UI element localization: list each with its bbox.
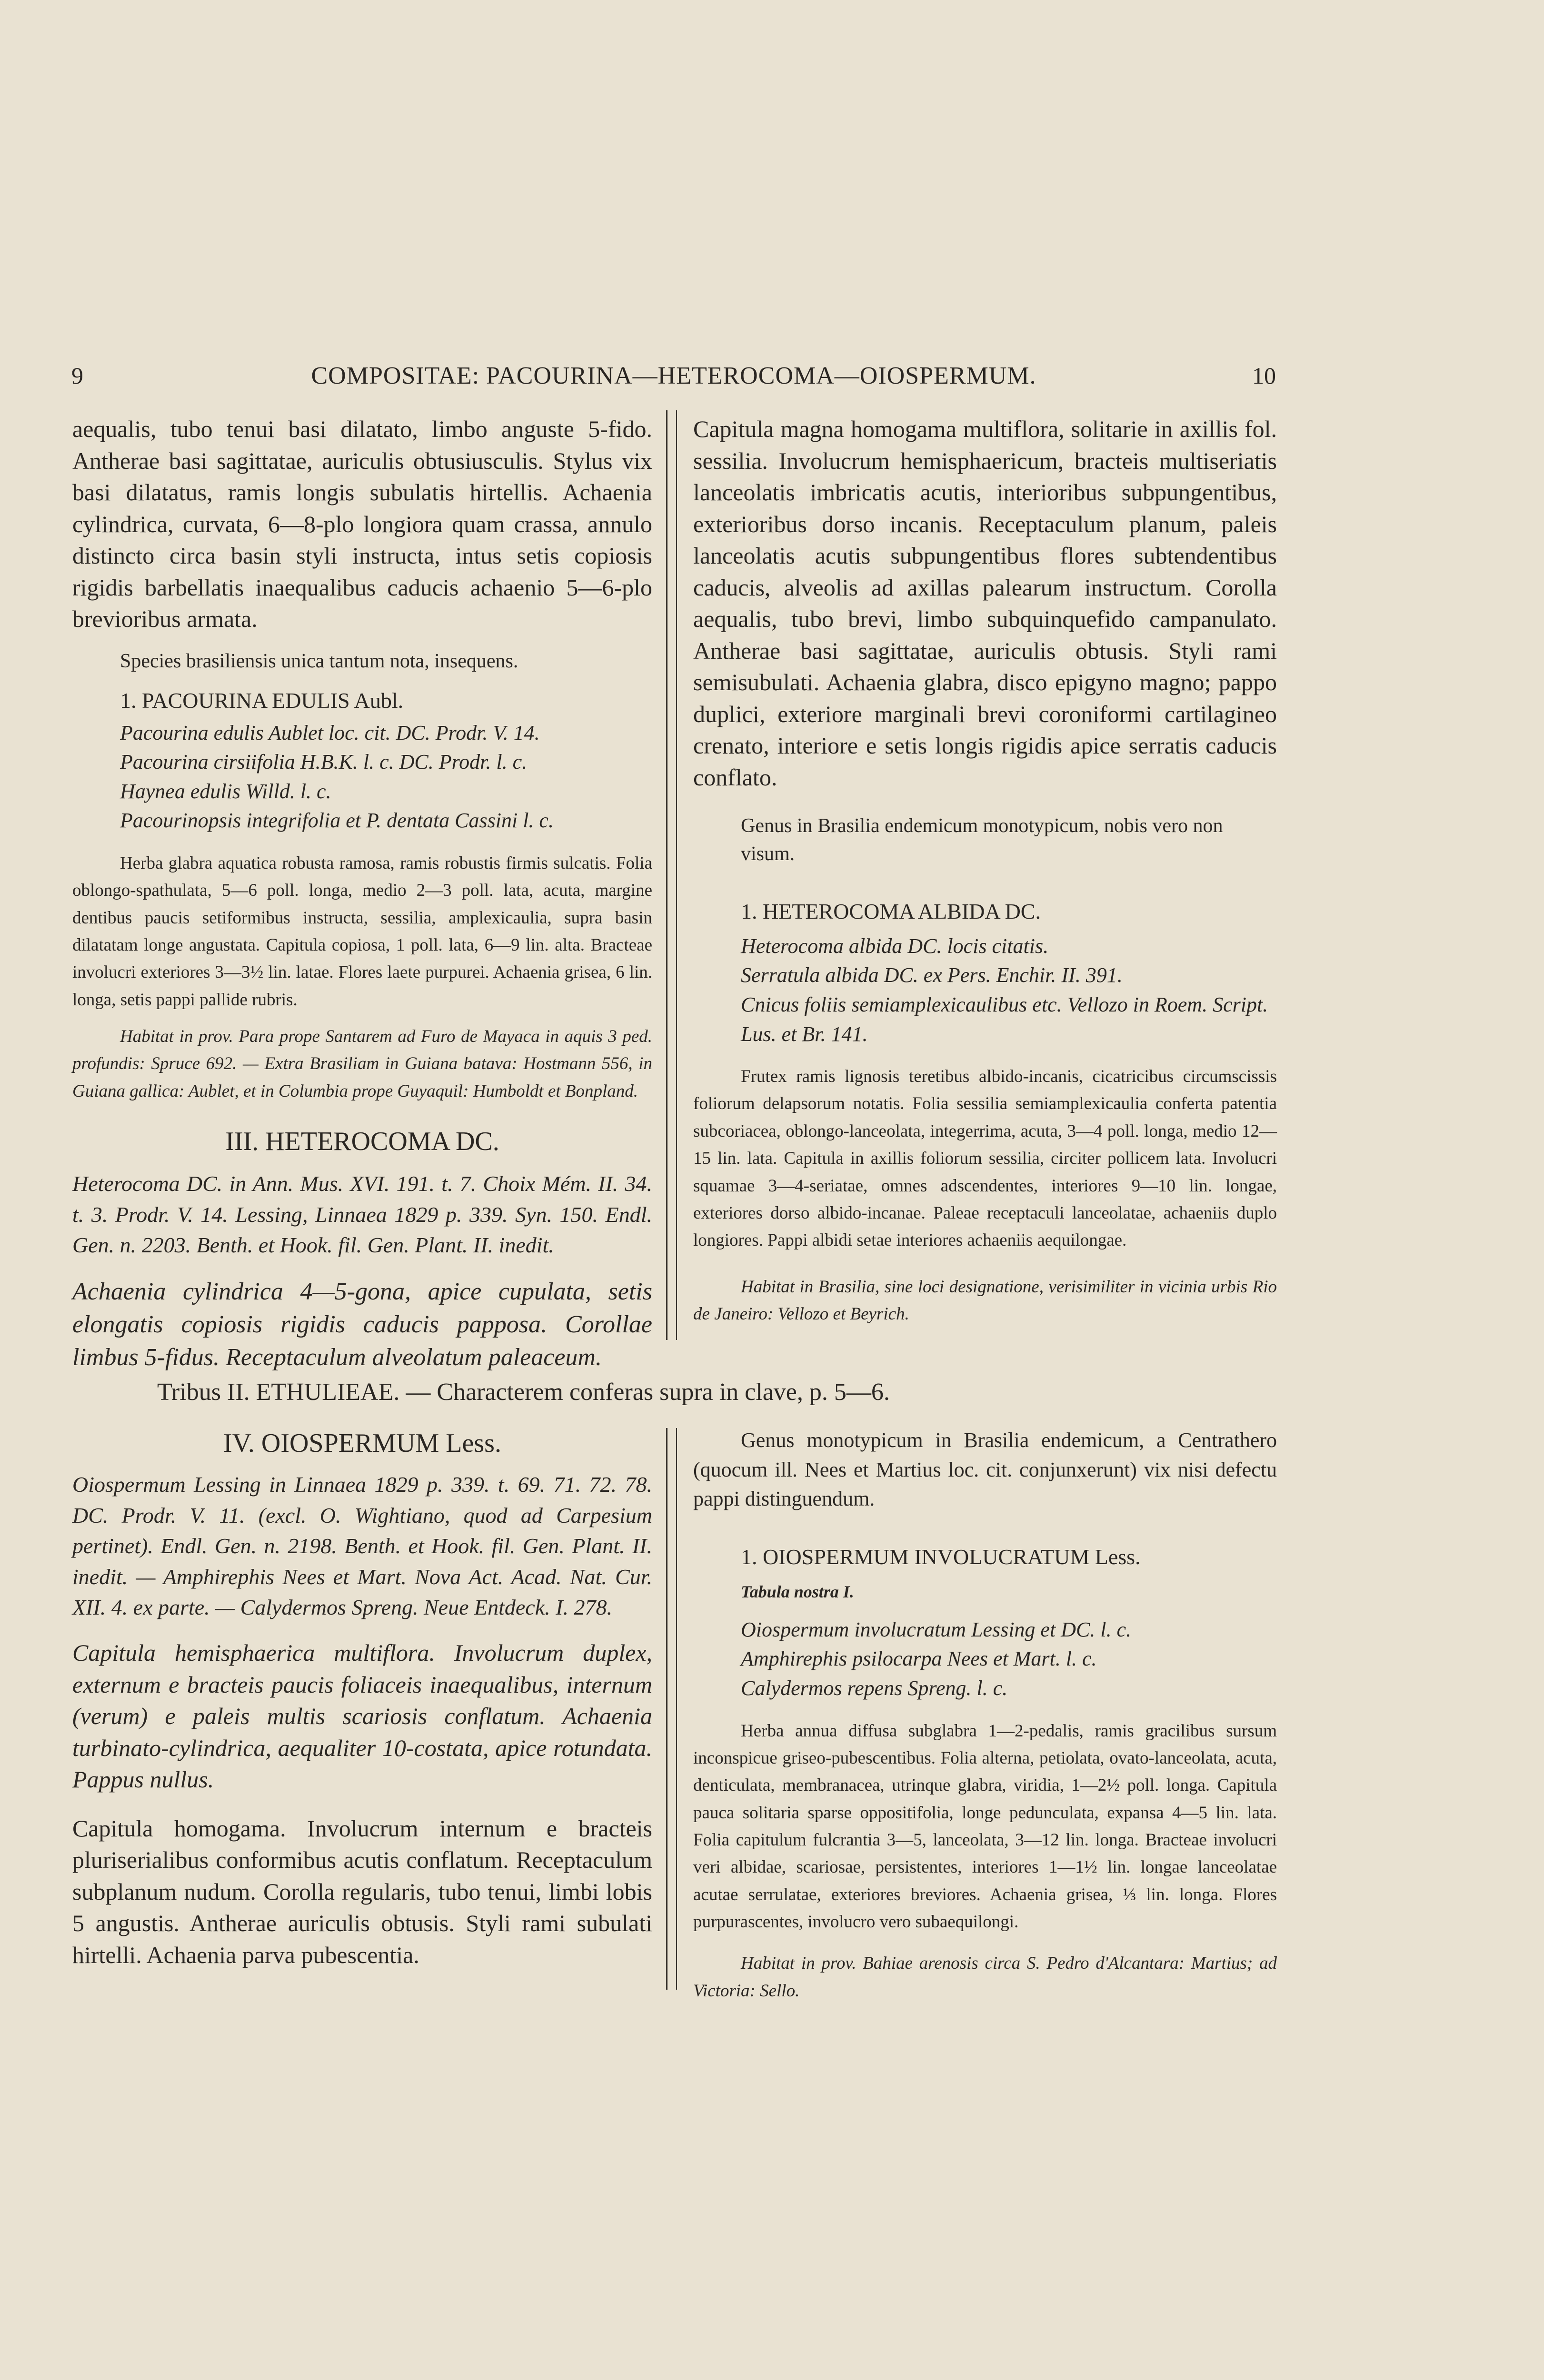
genus-note: Genus in Brasilia endemicum monotypicum, nobis vero non visum.: [741, 815, 1223, 865]
synonym: Pacourina edulis Aublet loc. cit. DC. Prodr. V. 14.: [120, 721, 540, 744]
page-number-left: 9: [71, 362, 83, 389]
synonym-list: [693, 932, 1277, 1049]
species-description: Frutex ramis lignosis teretibus albido-incanis, cicatricibus circumscissis foliorum delapsorum notatis. Folia sessilia semiamplexicaulia conferta patentia subcoriacea, oblongo-lanceolata, integerrima, acuta, 3—4 poll. longa, medio 12—15 lin. lata. Capitula in axillis foliorum sessilia, circiter pollicem lata. Involucri squamae 3—4-seriatae, omnes adscendentes, interiores 9—10 lin. longae, exteriores dorso albido-incanae. Paleae receptaculi lanceolatae, achaeniis duplo longiores. Pappi albidi setae interiores achaeniis aequilongae.: [693, 1067, 1277, 1250]
species-note: Species brasiliensis unica tantum nota, insequens.: [120, 650, 518, 672]
species-title: 1. HETEROCOMA ALBIDA DC.: [741, 899, 1041, 923]
species-habitat: Habitat in prov. Bahiae arenosis circa S. Pedro d'Alcantara: Martius; ad Victoria: Sello.: [693, 1954, 1277, 2001]
column-rule: [666, 1428, 667, 1990]
synonym: Pacourina cirsiifolia H.B.K. l. c. DC. Prodr. l. c.: [120, 750, 528, 774]
tribe-heading: Tribus II. ETHULIEAE. — Characterem conferas supra in clave, p. 5—6.: [157, 1378, 890, 1406]
synonym: Pacourinopsis integrifolia et P. dentata Cassini l. c.: [120, 809, 554, 833]
synonym-list: [693, 1615, 1277, 1703]
column-rule: [676, 410, 677, 1340]
top-right-column: [693, 413, 1277, 1328]
genus-title: III. HETEROCOMA DC.: [225, 1127, 499, 1156]
synonym: Serratula albida DC. ex Pers. Enchir. II. 391.: [741, 963, 1123, 987]
synonym-list: [72, 718, 652, 835]
bottom-left-column: [72, 1426, 652, 1971]
genus-title: IV. OIOSPERMUM Less.: [223, 1428, 501, 1458]
synonym: Amphirephis psilocarpa Nees et Mart. l. c.: [741, 1647, 1097, 1671]
species-title: 1. OIOSPERMUM INVOLUCRATUM Less.: [741, 1544, 1141, 1569]
genus-description: Capitula homogama. Involucrum internum e bracteis pluriserialibus conformibus acutis conflatum. Receptaculum subplanum nudum. Corolla regularis, tubo tenui, limbi lobis 5 angustis. Antherae auriculis obtusis. Styli rami subulati hirtelli. Achaenia parva pubescentia.: [72, 1815, 652, 1968]
genus-diagnosis: Capitula hemisphaerica multiflora. Involucrum duplex, externum e bracteis paucis foliaceis inaequalibus, internum (verum) e paleis multis scariosis conflatum. Achaenia turbinato-cylindrica, aequaliter 10-costata, apice rotundata. Pappus nullus.: [72, 1639, 652, 1793]
species-description: Herba glabra aquatica robusta ramosa, ramis robustis firmis sulcatis. Folia oblongo-spathulata, 5—6 poll. longa, medio 2—3 poll. lata, acuta, margine dentibus paucis setiformibus instructa, sessilia, amplexicaulia, supra basin dilatatam longe angustata. Capitula copiosa, 1 poll. lata, 6—9 lin. alta. Bracteae involucri exteriores 3—3½ lin. latae. Flores laete purpurei. Achaenia grisea, 6 lin. longa, setis pappi pallide rubris.: [72, 853, 652, 1010]
synonym: Calydermos repens Spreng. l. c.: [741, 1676, 1008, 1700]
bottom-right-column: [693, 1426, 1277, 2004]
page-header: [71, 362, 1276, 395]
genus-diagnosis: Achaenia cylindrica 4—5-gona, apice cupulata, setis elongatis copiosis rigidis caducis papposa. Corollae limbus 5-fidus. Receptaculum alveolatum paleaceum.: [72, 1278, 652, 1371]
page-number-right: 10: [1252, 362, 1276, 389]
genus-references: Oiospermum Lessing in Linnaea 1829 p. 339. t. 69. 71. 72. 78. DC. Prodr. V. 11. (excl. O. Wightiano, quod ad Carpesium pertinet). Endl. Gen. n. 2198. Benth. et Hook. fil. Gen. Plant. II. inedit. — Amphirephis Nees et Mart. Nova Act. Acad. Nat. Cur. XII. 4. ex parte. — Calydermos Spreng. Neue Entdeck. I. 278.: [72, 1472, 652, 1620]
top-left-column: [72, 413, 652, 1374]
running-title: COMPOSITAE: PACOURINA—HETEROCOMA—OIOSPERMUM.: [311, 362, 1036, 389]
synonym: Cnicus foliis semiamplexicaulibus etc. Vellozo in Roem. Script. Lus. et Br. 141.: [741, 992, 1268, 1046]
column-rule: [676, 1428, 677, 1990]
species-description: Herba annua diffusa subglabra 1—2-pedalis, ramis gracilibus sursum inconspicue griseo-pubescentibus. Folia alterna, petiolata, ovato-lanceolata, acuta, denticulata, membranacea, utrinque glabra, viridia, 1—2½ poll. longa. Capitula pauca solitaria sparse oppositifolia, longe pedunculata, expansa 4—5 lin. lata. Folia capitulum fulcrantia 3—5, lanceolata, 3—12 lin. longa. Bracteae involucri veri albidae, scariosae, persistentes, interiores 1—1½ lin. longae lanceolatae acutae serrulatae, exteriores breviores. Achaenia grisea, ⅓ lin. longa. Flores purpurascentes, involucro vero subaequilongi.: [693, 1721, 1277, 1932]
plate-reference: Tabula nostra I.: [741, 1582, 854, 1601]
species-title: 1. PACOURINA EDULIS Aubl.: [120, 688, 404, 713]
synonym: Haynea edulis Willd. l. c.: [120, 779, 331, 803]
pacourina-description-cont: aequalis, tubo tenui basi dilatato, limbo anguste 5-fido. Antherae basi sagittatae, auriculis obtusiusculis. Stylus vix basi dilatatus, ramis longis subulatis hirtellis. Achaenia cylindrica, curvata, 6—8-plo longiora quam crassa, annulo distincto circa basin styli instructa, intus setis copiosis rigidis barbellatis inaequalibus caducis achaenio 5—6-plo brevioribus armata.: [72, 416, 652, 632]
genus-references: Heterocoma DC. in Ann. Mus. XVI. 191. t. 7. Choix Mém. II. 34. t. 3. Prodr. V. 14. Lessing, Linnaea 1829 p. 339. Syn. 150. Endl. Gen. n. 2203. Benth. et Hook. fil. Gen. Plant. II. inedit.: [72, 1171, 652, 1258]
species-habitat: Habitat in Brasilia, sine loci designatione, verisimiliter in vicinia urbis Rio de Janeiro: Vellozo et Beyrich.: [693, 1277, 1277, 1324]
column-rule: [666, 410, 667, 1340]
synonym: Oiospermum involucratum Lessing et DC. l. c.: [741, 1617, 1132, 1641]
species-habitat: Habitat in prov. Para prope Santarem ad Furo de Mayaca in aquis 3 ped. profundis: Spruce 692. — Extra Brasiliam in Guiana batava: Hostmann 556, in Guiana gallica: Aublet, et in Columbia prope Guyaquil: Humboldt et Bonpland.: [72, 1026, 652, 1101]
heterocoma-description: Capitula magna homogama multiflora, solitarie in axillis fol. sessilia. Involucrum hemisphaericum, bracteis multiseriatis lanceolatis imbricatis acutis, interioribus subpungentibus, exterioribus dorso incanis. Receptaculum planum, paleis lanceolatis acutis subpungentibus flores subtendentibus caducis, alveolis ad axillas palearum instructum. Corolla aequalis, tubo brevi, limbo subquinquefido campanulato. Antherae basi sagittatae, auriculis obtusis. Styli rami semisubulati. Achaenia glabra, disco epigyno magno; pappo duplici, exteriore marginali brevi coroniformi cartilagineo crenato, interiore e setis longis rigidis apice serratis caducis conflato.: [693, 416, 1277, 791]
genus-note: Genus monotypicum in Brasilia endemicum, a Centrathero (quocum ill. Nees et Martius loc. cit. conjunxerunt) vix nisi defectu pappi distinguendum.: [693, 1428, 1277, 1511]
synonym: Heterocoma albida DC. locis citatis.: [741, 934, 1049, 958]
